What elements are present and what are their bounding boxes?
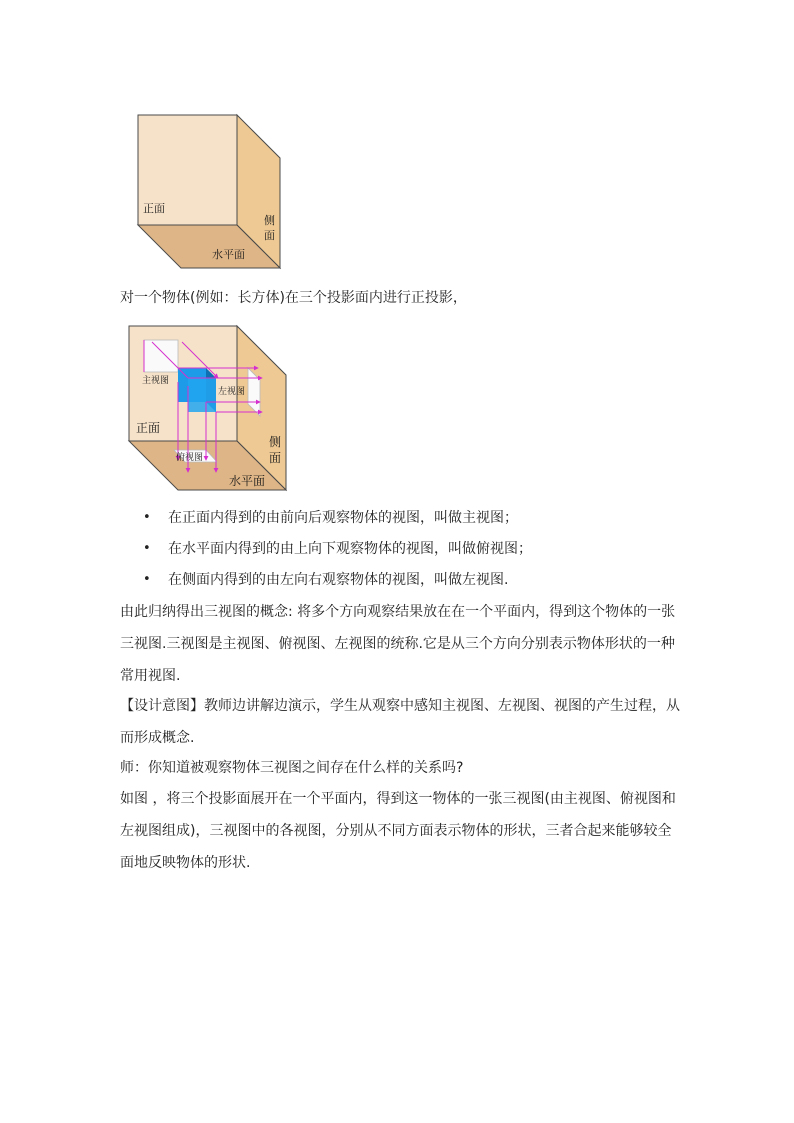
orthographic-projection-figure <box>122 322 294 494</box>
horizontal-plane-label: 水平面 <box>212 248 245 261</box>
teacher-question-paragraph <box>120 752 676 784</box>
paragraph-line: 【设计意图】教师边讲解边演示，学生从观察中感知主视图、左视图、视图的产生过程，从 <box>120 698 680 714</box>
cube-front-highlight <box>188 378 216 412</box>
three-views-paragraph <box>120 783 676 879</box>
side-plane-label-bottom: 面 <box>264 229 275 242</box>
paragraph-line: 左视图组成)，三视图中的各视图，分别从不同方面表示物体的形状，三者合起来能够较全 <box>120 823 672 839</box>
horizontal-plane-label: 水平面 <box>229 474 266 488</box>
paragraph-line: 师：你知道被观察物体三视图之间存在什么样的关系吗? <box>120 760 464 776</box>
paragraph-line: 由此归纳得出三视图的概念: 将多个方向观察结果放在在一个平面内，得到这个物体的一张 <box>120 604 676 620</box>
main-view-label: 主视图 <box>142 376 170 386</box>
front-plane-label: 正面 <box>136 421 161 435</box>
side-plane-label-top: 侧 <box>269 435 282 449</box>
paragraph-line: 而形成概念. <box>120 730 195 746</box>
bullet-marker: • <box>143 541 151 556</box>
paragraph-line: 面地反映物体的形状. <box>120 855 251 871</box>
bullet-marker: • <box>143 510 151 525</box>
left-view-label: 左视图 <box>218 387 246 397</box>
intro-text: 对一个物体(例如：长方体)在三个投影面内进行正投影， <box>120 290 467 306</box>
paragraph-line: 如图 ，将三个投影面展开在一个平面内，得到这一物体的一张三视图(由主视图、俯视图和 <box>120 791 676 807</box>
side-plane-label-top: 侧 <box>264 214 275 227</box>
bullet-text-main-view: 在正面内得到的由前向后观察物体的视图，叫做主视图； <box>168 510 518 526</box>
concept-paragraph <box>120 596 676 692</box>
paragraph-line: 常用视图. <box>120 668 181 684</box>
design-intent-paragraph <box>120 690 680 754</box>
projection-planes-figure <box>130 108 290 273</box>
bullet-text-left-view: 在侧面内得到的由左向右观察物体的视图，叫做左视图. <box>168 572 509 588</box>
top-view-label: 俯视图 <box>176 453 204 463</box>
side-plane-label-bottom: 面 <box>269 451 282 465</box>
bullet-marker: • <box>143 572 151 587</box>
paragraph-line: 三视图.三视图是主视图、俯视图、左视图的统称.它是从三个方向分别表示物体形状的一种 <box>120 636 675 652</box>
main-view-projection <box>144 340 178 372</box>
bullet-text-top-view: 在水平面内得到的由上向下观察物体的视图，叫做俯视图； <box>168 541 532 557</box>
front-plane-label: 正面 <box>143 202 165 215</box>
